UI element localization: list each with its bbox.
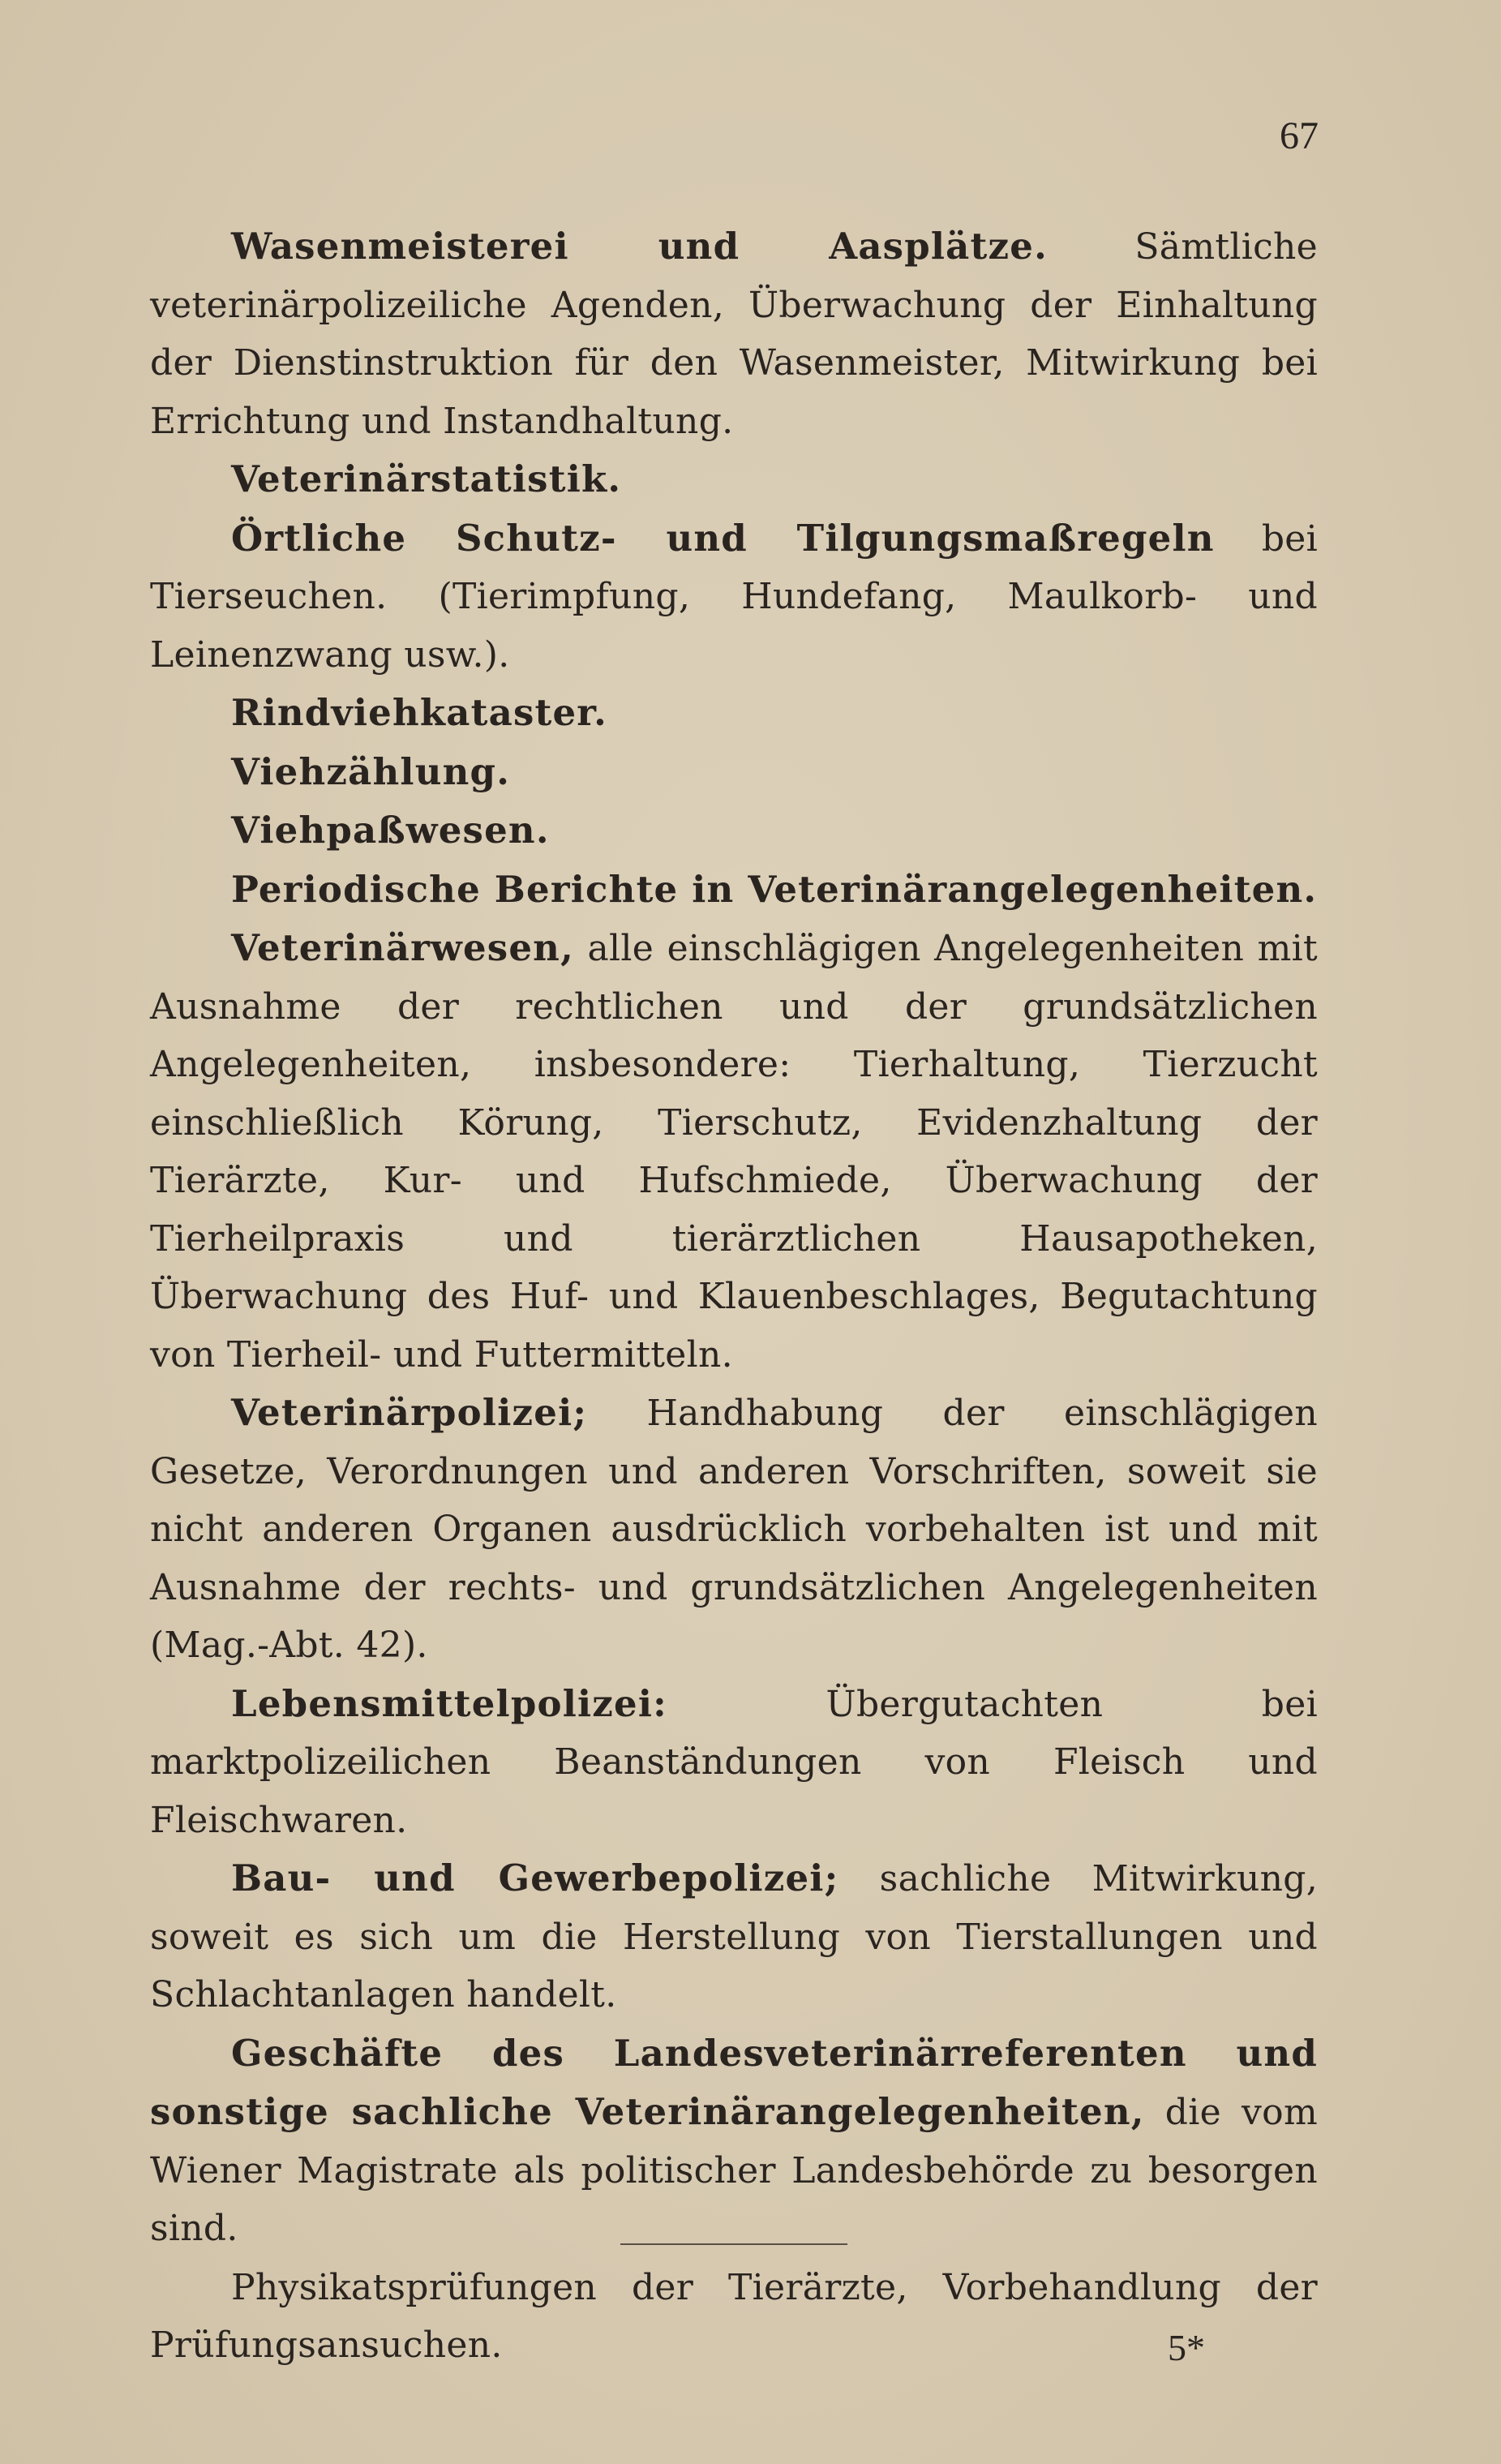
entry-heading: Lebensmittelpolizei:: [231, 1681, 667, 1725]
entry-text: sachliche Mitwirkung, soweit es sich um die Herstellung von Tierstallungen und Schlachtanlagen handelt.: [150, 1858, 1318, 2015]
entry-heading: Veterinärstatistik.: [231, 457, 622, 500]
entry-text: Sämtliche veterinärpolizeiliche Agenden, Überwachung der Einhaltung der Dienstinstruktion für den Wasenmeister, Mitwirkung bei Errichtung und Instandhaltung.: [150, 226, 1318, 442]
entry-periodische-berichte: [150, 861, 1318, 920]
entry-text: bei Tierseuchen. (Tierimpfung, Hundefang, Maulkorb- und Leinenzwang usw.).: [150, 517, 1319, 676]
entry-veterinaerstatistik: [150, 450, 1318, 509]
entry-text: alle einschlägigen Angelegenheiten mit Ausnahme der rechtlichen und der grundsätzlichen Angelegenheiten, insbesondere: Tierhaltung, Tierzucht einschließlich Körung, Tierschutz, Evidenzhaltung der Tierärzte, Kur- und Hufschmiede, Überwachung der Tierheilpraxis und tierärztlichen Hausapotheken, Überwachung des Huf- und Klauenbeschlages, Begutachtung von Tierheil- und Futtermitteln.: [150, 928, 1318, 1376]
entry-schutzmassregeln: [150, 509, 1318, 685]
entry-heading: Periodische Berichte in Veterinärangelegenheiten.: [231, 867, 1318, 911]
entry-veterinaerpolizei: [150, 1384, 1318, 1675]
entry-heading: Rindviehkataster.: [231, 691, 607, 734]
entry-text: Übergutachten bei marktpolizeilichen Beanständungen von Fleisch und Fleischwaren.: [150, 1683, 1318, 1841]
entry-wasenmeisterei: [150, 217, 1318, 450]
entry-heading: Viehpaßwesen.: [231, 809, 550, 852]
entry-text: die vom Wiener Magistrate als politischer Landesbehörde zu besorgen sind.: [150, 2092, 1318, 2249]
entry-heading: Wasenmeisterei und Aasplätze.: [231, 225, 1048, 268]
entry-bau-gewerbepolizei: [150, 1849, 1318, 2024]
entry-landesveterinaerreferent: [150, 2024, 1318, 2258]
entry-heading: Viehzählung.: [231, 749, 511, 793]
entry-heading: Örtliche Schutz- und Tilgungsmaßregeln: [231, 516, 1215, 560]
page-number: 67: [1280, 114, 1319, 157]
entry-viehzaehlung: [150, 743, 1318, 802]
entry-heading: Bau- und Gewerbepolizei;: [231, 1857, 839, 1900]
entry-text: Physikatsprüfungen der Tierärzte, Vorbehandlung der Prüfungsansuchen.: [150, 2266, 1318, 2366]
entry-rindviehkataster: [150, 684, 1318, 743]
entry-physikatspruefungen: [150, 2258, 1318, 2375]
entry-text: Handhabung der einschlägigen Gesetze, Verordnungen und anderen Vorschriften, soweit sie nicht anderen Organen ausdrücklich vorbehalten ist und mit Ausnahme der rechts- und grundsätzlichen Angelegenheiten (Mag.-Abt. 42).: [150, 1393, 1318, 1666]
entry-lebensmittelpolizei: [150, 1675, 1318, 1850]
section-divider: [620, 2243, 847, 2245]
entry-heading: Veterinärwesen,: [231, 926, 574, 969]
entry-heading: Geschäfte des Landesveterinärreferenten und sonstige sachliche Veterinärangelegenheiten,: [150, 2031, 1318, 2133]
entry-heading: Veterinärpolizei;: [231, 1391, 588, 1434]
signature-mark: 5*: [1168, 2327, 1205, 2368]
page-body: [150, 217, 1318, 2375]
entry-viehpasswesen: [150, 801, 1318, 861]
entry-veterinaerwesen: [150, 919, 1318, 1384]
